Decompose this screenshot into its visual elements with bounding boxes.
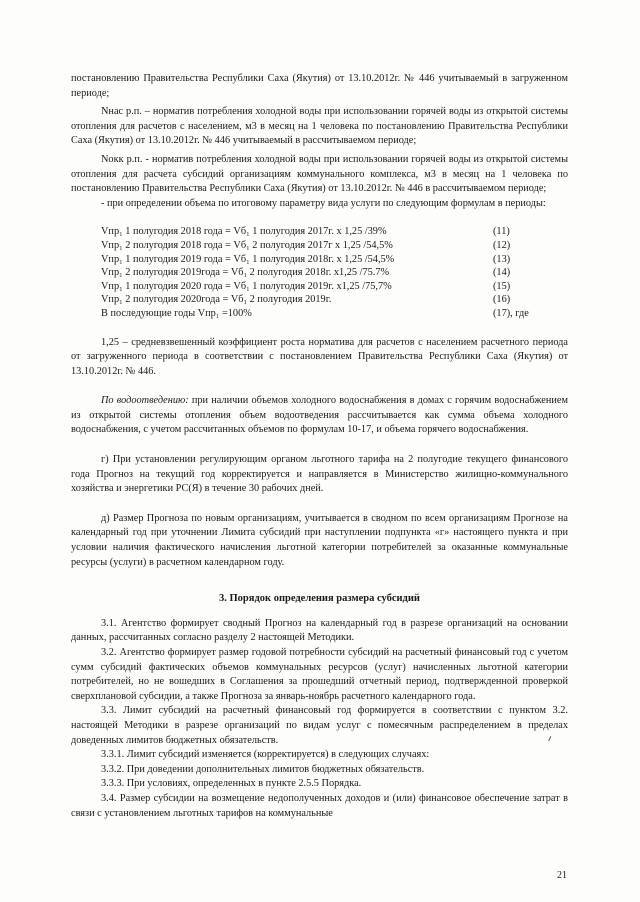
paragraph-wastewater: [71, 394, 568, 438]
formula-row: [101, 293, 541, 307]
formula-expression: Vпр₁ 2 полугодия 2020года = Vб₁ 2 полугодия 2019г.: [101, 294, 332, 306]
paragraph-nnas-definition: Nнас р.п. – норматив потребления холодной воды при использовании горячей воды из открытой системы отопления для расчетов с населением, м3 в месяц на 1 человека по постановлению Правительства Республики Саха (Якутия) от 13.10.2012г. № 446 учитываемый в рассчитываемом периоде;: [71, 106, 568, 147]
formula-expression: Vпр₁ 2 полугодия 2018 года = Vб₁ 2 полугодия 2017г х 1,25 /54,5%: [101, 239, 393, 251]
formula-number: (13): [493, 253, 511, 265]
formula-number: (17), где: [493, 307, 529, 319]
formula-expression: Vпр₁ 1 полугодия 2018 года = Vб₁ 1 полугодия 2017г. х 1,25 /39%: [101, 226, 387, 238]
formula-row: [101, 266, 541, 280]
formula-number: (14): [493, 267, 511, 279]
page-number: 21: [557, 870, 567, 881]
clause-3-4: 3.4. Размер субсидии на возмещение недополученных доходов и (или) финансовое обеспечение затрат в связи с установлением льготных тарифов на коммунальные: [71, 792, 568, 819]
clause-3-1: 3.1. Агентство формирует сводный Прогноз на календарный год в разрезе организаций на основании данных, рассчитанных согласно разделу 2 настоящей Методики.: [71, 617, 568, 644]
formula-number: (15): [493, 280, 511, 292]
formula-expression: Vпр₁ 1 полугодия 2019 года = Vб₁ 1 полугодия 2018г. х 1,25 /54,5%: [101, 253, 395, 265]
clause-3-2: 3.2. Агентство формирует размер годовой потребности субсидий на расчетный финансовый год с учетом сумм субсидий фактических объемов коммунальных ресурсов (услуг) начисленных льготной категории потребителей, но не вошедших в Соглашения за прошедший отчетный период, подтвержденной проверкой сверхплановой субсидии, а также Прогноза за январь-ноябрь расчетного календарного года.: [71, 647, 568, 702]
wastewater-text: при наличии объемов холодного водоснабжения в домах с горячим водоснабжением из открытой системы отопления объем водоотведения рассчитывается как сумма объема холодного водоснабжения, с учетом рассчитанных объемов по формулам 10-17, и объема горячего водоснабжения.: [71, 395, 568, 436]
formula-row: [101, 253, 541, 267]
formula-list: [101, 225, 541, 320]
paragraph-nokk-definition: Nокк р.п. - норматив потребления холодной воды при использовании горячей воды из открытой системы отопления для расчета субсидий организациям коммунального комплекса, м3 в месяц на 1 человека по постановлению Правительства Республики Саха (Якутия) от 13.10.2012г. № 446 в рассчитываемом периоде;: [71, 153, 568, 195]
paragraph-coefficient: 1,25 – средневзвешенный коэффициент роста норматива для расчетов с населением расчетного периода от загруженного периода в соответствии с постановлением Правительства Республики Саха (Якутия) от 13.10.2012г. № 446.: [71, 336, 568, 377]
formula-expression: Vпр₁ 1 полугодия 2020 года = Vб₁ 1 полугодия 2019г. х1,25 /75,7%: [101, 280, 392, 292]
paragraph-item-d: д) Размер Прогноза по новым организациям, учитывается в сводном по всем организациям Прогнозе на календарный год при уточнении Лимита субсидий при наступлении подпункта «г» настоящего пункта и при условии наличия фактического начисления льготной категории потребителей за оказанные коммунальные ресурсы (услуги) в расчетном календарном году.: [71, 512, 568, 568]
document-body: [71, 72, 568, 821]
formula-row: [101, 239, 541, 253]
formula-number: (12): [493, 239, 511, 251]
formula-number: (11): [493, 226, 510, 238]
paragraph-resolution-continuation: постановлению Правительства Республики Саха (Якутия) от 13.10.2012г. № 446 учитываемый в загруженном периоде;: [71, 73, 568, 99]
formula-row: [101, 225, 541, 239]
clause-3-3-3: 3.3.3. При условиях, определенных в пункте 2.5.5 Порядка.: [101, 778, 362, 790]
clause-3-3-1: 3.3.1. Лимит субсидий изменяется (корректируется) в следующих случаях:: [101, 749, 430, 761]
formula-expression: В последующие годы Vпр₁ =100%: [101, 307, 252, 319]
paragraph-item-g: г) При установлении регулирующим органом льготного тарифа на 2 полугодие текущего финансового года Прогноз на текущий год корректируется и направляется в Министерство жилищно-коммунального хозяйства и энергетики РС(Я) в течение 30 рабочих дней.: [71, 454, 568, 495]
section-heading: 3. Порядок определения размера субсидий: [219, 593, 420, 605]
formula-row: [101, 307, 541, 321]
clause-3-3: 3.3. Лимит субсидий на расчетный финансовый год формируется в соответствии с пунктом 3.2. настоящей Методики в разрезе организаций по видам услуг с помесячным распределением в пределах доведенных лимитов бюджетных обязательств.: [71, 705, 568, 746]
formula-expression: Vпр₁ 2 полугодия 2019года = Vб₁ 2 полугодия 2018г. х1,25 /75.7%: [101, 267, 390, 279]
paragraph-formula-intro: - при определении объема по итоговому параметру вида услуги по следующим формулам в периоды:: [101, 197, 546, 209]
wastewater-label: По водоотведению:: [101, 395, 189, 407]
formula-row: [101, 280, 541, 294]
clause-3-3-2: 3.3.2. При доведении дополнительных лимитов бюджетных обязательств.: [101, 763, 425, 775]
formula-number: (16): [493, 294, 511, 306]
